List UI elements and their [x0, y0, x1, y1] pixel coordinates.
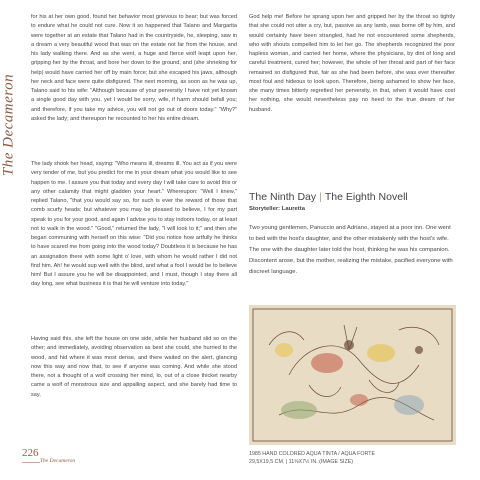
caption-dimensions: 29,5X19,5 CM. | 11⅝X7½ IN. (IMAGE SIZE): [249, 459, 354, 465]
artwork-green-patch: [281, 401, 317, 419]
artwork-yellow-patch: [367, 344, 395, 362]
side-book-title-text: The Decameron: [0, 73, 17, 177]
artwork-paper: [249, 305, 456, 445]
story-novel: The Eighth Novell: [324, 191, 408, 203]
artwork-red-patch: [311, 353, 343, 373]
story-summary: Two young gentlemen, Panuccio and Adriano, stayed at a poor inn. One went to bed with the host's daughter, and the other mistakenly with the host's wife. The one with the daughter later told the host, thinking he was his companion. Discontent arose, but the mother, realizing the mistake, pacified everyone with discreet language.: [249, 225, 453, 275]
artwork-caption: [249, 450, 459, 466]
artwork-figure-head: [415, 346, 423, 354]
artwork-illustration: [249, 305, 456, 445]
artwork-blue-patch: [394, 395, 424, 415]
side-book-title: [0, 20, 20, 230]
footer-book-title: The Decameron: [40, 458, 76, 464]
text-paragraph: for his at her own good, found her behavior most grievous to bear; but was forced to endure what he could not cure. Now it so happened that Talano and Margarita were together at an estate that Talano had in the countryside, he, sleeping, saw in a dream a very beautiful wood that was on the estate not far from the house, and his lady walking there. And as she went, a huge and fierce wolf leapt upon her, gripping her by the throat, and bore her down to the ground, and (she shrieking for help) would have carried her off by main force; but she escaped his jaws, although her neck and face were quite disfigured. The next morning, as soon as he was up, Talano said to his wife: "Although because of your perversity I have not yet known a single good day with you, yet I would be sorry, wife, if harm should befall you; and therefore, if you take my advice, you will not go out of doors today." "Why?" asked the lady; and thereupon he recounted to her his entire dream.: [31, 14, 237, 122]
page-number: 226: [22, 447, 39, 459]
heading-separator: |: [319, 191, 322, 203]
story-day: The Ninth Day: [249, 191, 317, 203]
text-paragraph: Having said this, she left the house on one side, while her husband slid so on the other; and immediately, avoiding observation as best she could, she hurried to the wood, and hid where it was most dense, and there waited on the alert, glancing now this way and now that, to see if anyone was coming. And while she stood there, not a thought of a wolf crossing her mind, lo, out of a close thicket nearby came a wolf of monstrous size and appalling aspect, and she barely had time to say,: [31, 336, 237, 398]
left-column-paragraph-1: [31, 13, 237, 132]
storyteller-label: Storyteller: Lauretta: [249, 206, 305, 212]
artwork-yellow-patch: [275, 343, 293, 357]
text-paragraph: The lady shook her head, saying: "Who means ill, dreams ill. You act as if you were very tender of me, but you predict for me in your dream what you would like to see happen to me. I assure you that today and every day I will take care to avoid this or any other calamity that might gladden your heart." Whereupon: "Well I knew," replied Talano, "that you would say so, for such is ever the reward of those that comb scurfy heads; but whatever you may be pleased to believe, I for my part speak to you for your good, and again I advise you to stay indoors today, or at least not to walk in the wood." "Good," returned the lady, "I will look to it;" and then she began communing with herself on this wise: "Did you notice how artfully he thinks to have scared me from going into the wood today? Doubtless it is because he has an assignation there with some light o' love, with whom he would rather I did not find him. Ah! he would sup well with the blind, and what a fool I would be to believe him! But I assure you he will be disappointed, and I must, though I stay there all day long, see what business it is that he will venture into today.": [31, 161, 237, 288]
footer-rule: [22, 462, 40, 463]
caption-technique: 1985 HAND COLORED AQUA TINTA / AQUA FORTE: [249, 451, 375, 457]
right-column-paragraph-1: [249, 13, 455, 123]
left-column-paragraph-3: [31, 335, 237, 408]
left-column-paragraph-2: [31, 160, 237, 298]
artwork-red-patch: [350, 394, 368, 406]
text-paragraph: God help me! Before he sprang upon her and gripped her by the throat so tightly that she could not utter a cry, but, passive as any lamb, was borne off by him, and would certainly have been strangled, had he not encountered some shepherds, who with shouts compelled him to let her go. The shepherds recognized the poor hapless woman, and carried her home, where the physicians, by dint of long and careful treatment, cured her; however, the whole of her throat and part of her face remained so disfigured that, fair as she had been before, she was ever thereafter most foul and hideous to look upon. Therefore, being ashamed to show her face, she many times bitterly regretted her perversity, in that, when it would have cost her nothing, she would nevertheless pay no heed to the true dream of her husband.: [249, 14, 455, 113]
artwork-figure-head: [344, 340, 354, 350]
story-heading: [249, 191, 455, 203]
